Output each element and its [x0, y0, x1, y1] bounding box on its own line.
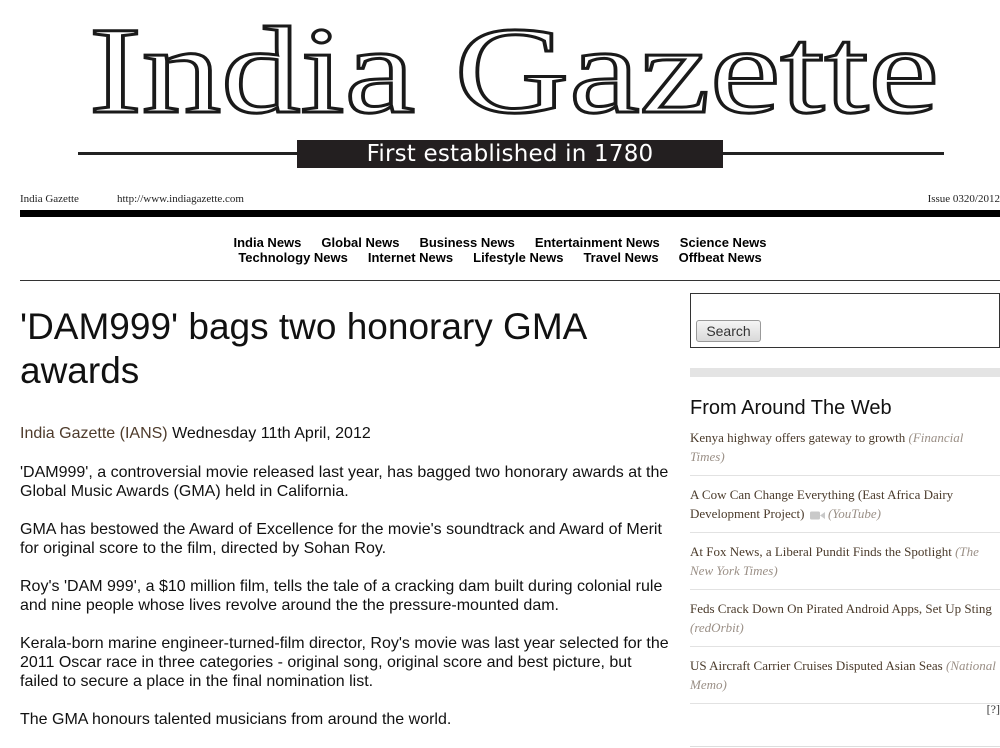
item-title[interactable]: Feds Crack Down On Pirated Android Apps, Set Up Sting	[690, 601, 992, 616]
logo-wordmark	[84, 2, 944, 122]
nav-row-1	[20, 235, 980, 250]
nav-internet-news[interactable]: Internet News	[367, 250, 454, 265]
from-around-web-list	[690, 428, 1000, 713]
nav-business-news[interactable]: Business News	[419, 235, 515, 250]
search-widget	[690, 293, 1000, 348]
meta-row	[20, 193, 1000, 209]
header-divider	[20, 210, 1000, 217]
sidebar-divider	[690, 368, 1000, 377]
list-item[interactable]	[690, 656, 1000, 704]
nav-divider	[20, 280, 1000, 281]
sidebar-bottom-rule	[690, 746, 1000, 747]
item-title[interactable]: Kenya highway offers gateway to growth	[690, 430, 906, 445]
list-item[interactable]	[690, 485, 1000, 533]
tagline: First established in 1780	[297, 140, 723, 168]
nav-technology-news[interactable]: Technology News	[238, 250, 348, 265]
item-source: (National Memo)	[690, 658, 996, 692]
article-paragraph: GMA has bestowed the Award of Excellence for the movie's soundtrack and Award of Merit for original score to the film, directed by Sohan Roy.	[20, 521, 662, 557]
logo-title-text: India Gazette	[89, 2, 939, 122]
item-source: (The New York Times)	[690, 544, 979, 578]
site-url[interactable]: http://www.indiagazette.com	[117, 193, 244, 205]
category-nav	[20, 235, 980, 265]
nav-travel-news[interactable]: Travel News	[583, 250, 659, 265]
item-source: (YouTube)	[827, 506, 881, 521]
from-around-web-title: From Around The Web	[690, 397, 892, 419]
article-paragraph: 'DAM999', a controversial movie released last year, has bagged two honorary awards at the Global Music Awards (GMA) held in California.	[20, 464, 669, 500]
item-title[interactable]: A Cow Can Change Everything (East Africa Dairy Development Project)	[690, 487, 954, 521]
article-date: Wednesday 11th April, 2012	[172, 425, 371, 442]
article-paragraph: Kerala-born marine engineer-turned-film director, Roy's movie was last year selected for the 2011 Oscar race in three categories - original song, original score and best picture, but failed to secure a place in the final nomination list.	[20, 635, 669, 690]
article-headline: 'DAM999' bags two honorary GMA awards	[20, 306, 586, 391]
nav-offbeat-news[interactable]: Offbeat News	[678, 250, 762, 265]
article	[20, 305, 670, 748]
nav-entertainment-news[interactable]: Entertainment News	[534, 235, 660, 250]
item-source: (Financial Times)	[690, 430, 964, 464]
site-logo[interactable]	[84, 2, 944, 122]
item-title[interactable]: US Aircraft Carrier Cruises Disputed Asian Seas	[690, 658, 943, 673]
help-link[interactable]: [?]	[986, 702, 1000, 716]
nav-india-news[interactable]: India News	[233, 235, 302, 250]
article-paragraph: The GMA honours talented musicians from around the world.	[20, 711, 452, 728]
video-camera-icon	[810, 511, 825, 520]
nav-global-news[interactable]: Global News	[321, 235, 400, 250]
item-source: (redOrbit)	[690, 620, 744, 635]
search-button[interactable]: Search	[696, 320, 761, 342]
issue-number: Issue 0320/2012	[927, 193, 1000, 205]
list-item[interactable]	[690, 599, 1000, 647]
site-name: India Gazette	[20, 193, 79, 205]
nav-science-news[interactable]: Science News	[679, 235, 767, 250]
article-body	[20, 463, 670, 729]
article-paragraph: Roy's 'DAM 999', a $10 million film, tells the tale of a cracking dam built during colonial rule and nine people whose lives revolve around the the pressure-mounted dam.	[20, 578, 663, 614]
list-item[interactable]	[690, 428, 1000, 476]
masthead	[0, 0, 1000, 190]
byline	[20, 424, 670, 444]
nav-row-2	[20, 250, 980, 265]
list-item[interactable]	[690, 542, 1000, 590]
item-title[interactable]: At Fox News, a Liberal Pundit Finds the Spotlight	[690, 544, 952, 559]
nav-lifestyle-news[interactable]: Lifestyle News	[473, 250, 564, 265]
article-source[interactable]: India Gazette (IANS)	[20, 425, 168, 442]
